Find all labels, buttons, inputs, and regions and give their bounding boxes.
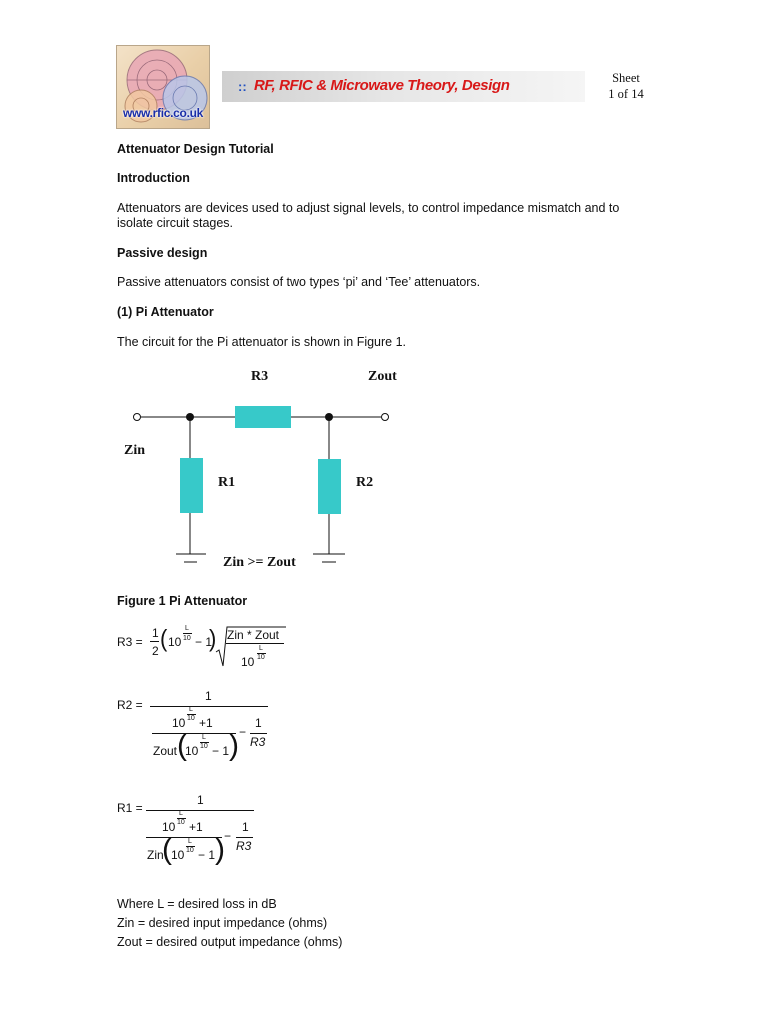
definition-zout: Zout = desired output impedance (ohms) [117, 935, 343, 949]
wires [141, 417, 381, 554]
label-r2: R2 [356, 475, 374, 490]
resistor-r3 [235, 406, 291, 428]
label-zin: Zin [124, 443, 146, 458]
label-r3: R3 [251, 369, 269, 384]
resistor-r2 [318, 459, 341, 514]
junction-left [186, 413, 194, 421]
banner-title: RF, RFIC & Microwave Theory, Design [254, 77, 510, 94]
label-zout: Zout [368, 369, 397, 384]
junction-right [325, 413, 333, 421]
ground-left [176, 554, 206, 562]
pi-heading: (1) Pi Attenuator [117, 305, 214, 319]
definition-loss: Where L = desired loss in dB [117, 897, 277, 911]
site-banner [222, 71, 585, 102]
passive-paragraph: Passive attenuators consist of two types ‘pi’ and ‘Tee’ attenuators. [117, 275, 481, 289]
sheet-label: Sheet [612, 71, 640, 85]
document-title: Attenuator Design Tutorial [117, 142, 274, 156]
passive-heading: Passive design [117, 246, 208, 260]
resistor-r1 [180, 458, 203, 513]
label-r1: R1 [218, 475, 236, 490]
input-terminal [134, 414, 141, 421]
output-terminal [382, 414, 389, 421]
intro-heading: Introduction [117, 171, 190, 185]
ground-right [313, 554, 345, 562]
figure-caption: Figure 1 Pi Attenuator [117, 594, 248, 608]
left-paren: ( [160, 624, 168, 653]
right-paren: ) [209, 624, 217, 653]
intro-paragraph-line-2: isolate circuit stages. [117, 216, 234, 230]
banner-bullet-icon: :: [238, 79, 247, 94]
logo-url[interactable]: www.rfic.co.uk [122, 106, 204, 120]
label-condition: Zin >= Zout [223, 555, 296, 570]
sheet-number: 1 of 14 [608, 87, 644, 101]
rfic-logo [116, 45, 210, 129]
definition-zin: Zin = desired input impedance (ohms) [117, 916, 328, 930]
pi-attenuator-circuit [0, 360, 768, 575]
pi-paragraph: The circuit for the Pi attenuator is shown in Figure 1. [117, 335, 407, 349]
intro-paragraph-line-1: Attenuators are devices used to adjust signal levels, to control impedance mismatch and to [117, 201, 620, 215]
